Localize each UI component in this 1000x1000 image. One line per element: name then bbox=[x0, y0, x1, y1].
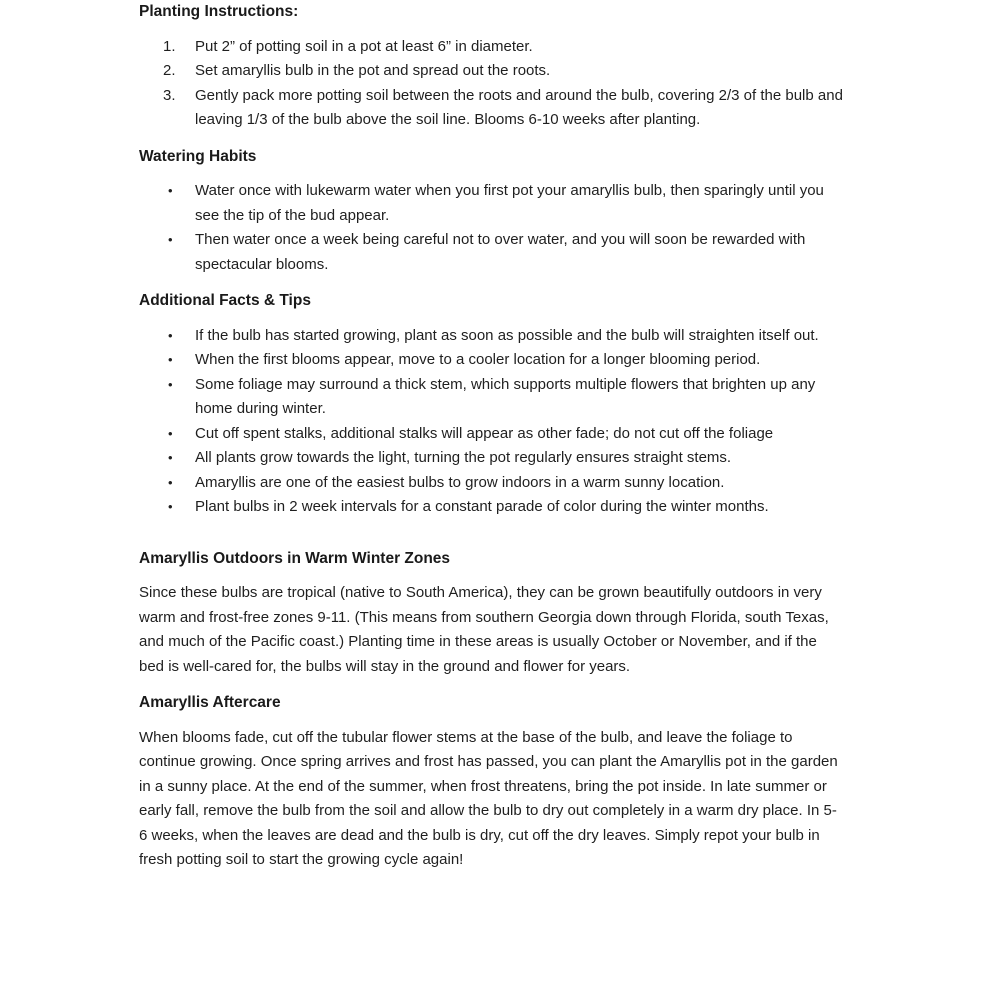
bullet-icon: • bbox=[168, 183, 173, 198]
list-item bbox=[163, 35, 845, 60]
bullet-icon: • bbox=[168, 352, 173, 367]
list-item-text: When the first blooms appear, move to a cooler location for a longer blooming period. bbox=[195, 351, 761, 368]
list-item bbox=[163, 495, 845, 520]
list-number: 1. bbox=[163, 37, 176, 55]
list-item bbox=[163, 446, 845, 471]
list-item bbox=[163, 179, 845, 228]
list-item bbox=[163, 348, 845, 373]
list-item bbox=[163, 422, 845, 447]
bullet-icon: • bbox=[168, 376, 173, 392]
bullet-icon: • bbox=[168, 450, 173, 465]
watering-habits-list bbox=[163, 179, 845, 277]
heading-planting-instructions: Planting Instructions: bbox=[139, 3, 299, 20]
bullet-icon: • bbox=[168, 232, 173, 247]
outdoors-paragraph: Since these bulbs are tropical (native to South America), they can be grown beautifully outdoors in very warm and frost-free zones 9-11. (This means from southern Georgia down through Florida, south Texas, and much of the Pacific coast.) Planting time in these areas is usually October or November, and if the bed is well-cared for, the bulbs will stay in the ground and flower for years. bbox=[139, 584, 829, 675]
document-content bbox=[139, 0, 845, 885]
list-number: 2. bbox=[163, 62, 176, 79]
list-item-text: Set amaryllis bulb in the pot and spread out the roots. bbox=[195, 62, 551, 79]
list-item-text: All plants grow towards the light, turning the pot regularly ensures straight stems. bbox=[195, 449, 732, 466]
planting-steps-list bbox=[163, 35, 845, 133]
list-item-text: Some foliage may surround a thick stem, which supports multiple flowers that brighten up any home during winter. bbox=[195, 375, 816, 417]
list-item bbox=[163, 373, 845, 422]
list-item bbox=[163, 471, 845, 496]
list-item bbox=[163, 84, 845, 133]
heading-amaryllis-outdoors: Amaryllis Outdoors in Warm Winter Zones bbox=[139, 549, 451, 567]
heading-additional-facts-tips: Additional Facts & Tips bbox=[139, 292, 311, 309]
list-item-text: Plant bulbs in 2 week intervals for a constant parade of color during the winter months. bbox=[195, 498, 769, 515]
aftercare-paragraph: When blooms fade, cut off the tubular flower stems at the base of the bulb, and leave the foliage to continue growing. Once spring arrives and frost has passed, you can plant the Amaryllis pot in the garden in a sunny place. At the end of the summer, when frost threatens, bring the pot inside. In late summer or early fall, remove the bulb from the soil and allow the bulb to dry out completely in a warm dry place. In 5-6 weeks, when the leaves are dead and the bulb is dry, cut off the dry leaves. Simply repot your bulb in fresh potting soil to start the growing cycle again! bbox=[139, 728, 838, 868]
bullet-icon: • bbox=[168, 327, 173, 343]
list-item bbox=[163, 324, 845, 349]
heading-watering-habits: Watering Habits bbox=[139, 147, 257, 165]
list-item bbox=[163, 59, 845, 84]
list-item-text: Amaryllis are one of the easiest bulbs to grow indoors in a warm sunny location. bbox=[195, 473, 725, 491]
list-item-text: Put 2” of potting soil in a pot at least 6” in diameter. bbox=[195, 37, 533, 55]
list-item-text: Water once with lukewarm water when you first pot your amaryllis bulb, then sparingly until you see the tip of the bud appear. bbox=[195, 182, 824, 224]
list-number: 3. bbox=[163, 86, 176, 104]
bullet-icon: • bbox=[168, 499, 173, 514]
heading-amaryllis-aftercare: Amaryllis Aftercare bbox=[139, 694, 281, 711]
bullet-icon: • bbox=[168, 474, 173, 490]
list-item-text: If the bulb has started growing, plant as soon as possible and the bulb will straighten itself out. bbox=[195, 326, 819, 344]
list-item bbox=[163, 228, 845, 277]
list-item-text: Then water once a week being careful not to over water, and you will soon be rewarded with spectacular blooms. bbox=[195, 231, 806, 273]
additional-tips-list bbox=[163, 324, 845, 520]
list-item-text: Cut off spent stalks, additional stalks will appear as other fade; do not cut off the foliage bbox=[195, 424, 774, 442]
list-item-text: Gently pack more potting soil between the roots and around the bulb, covering 2/3 of the bulb and leaving 1/3 of the bulb above the soil line. Blooms 6-10 weeks after planting. bbox=[195, 86, 843, 128]
bullet-icon: • bbox=[168, 425, 173, 441]
